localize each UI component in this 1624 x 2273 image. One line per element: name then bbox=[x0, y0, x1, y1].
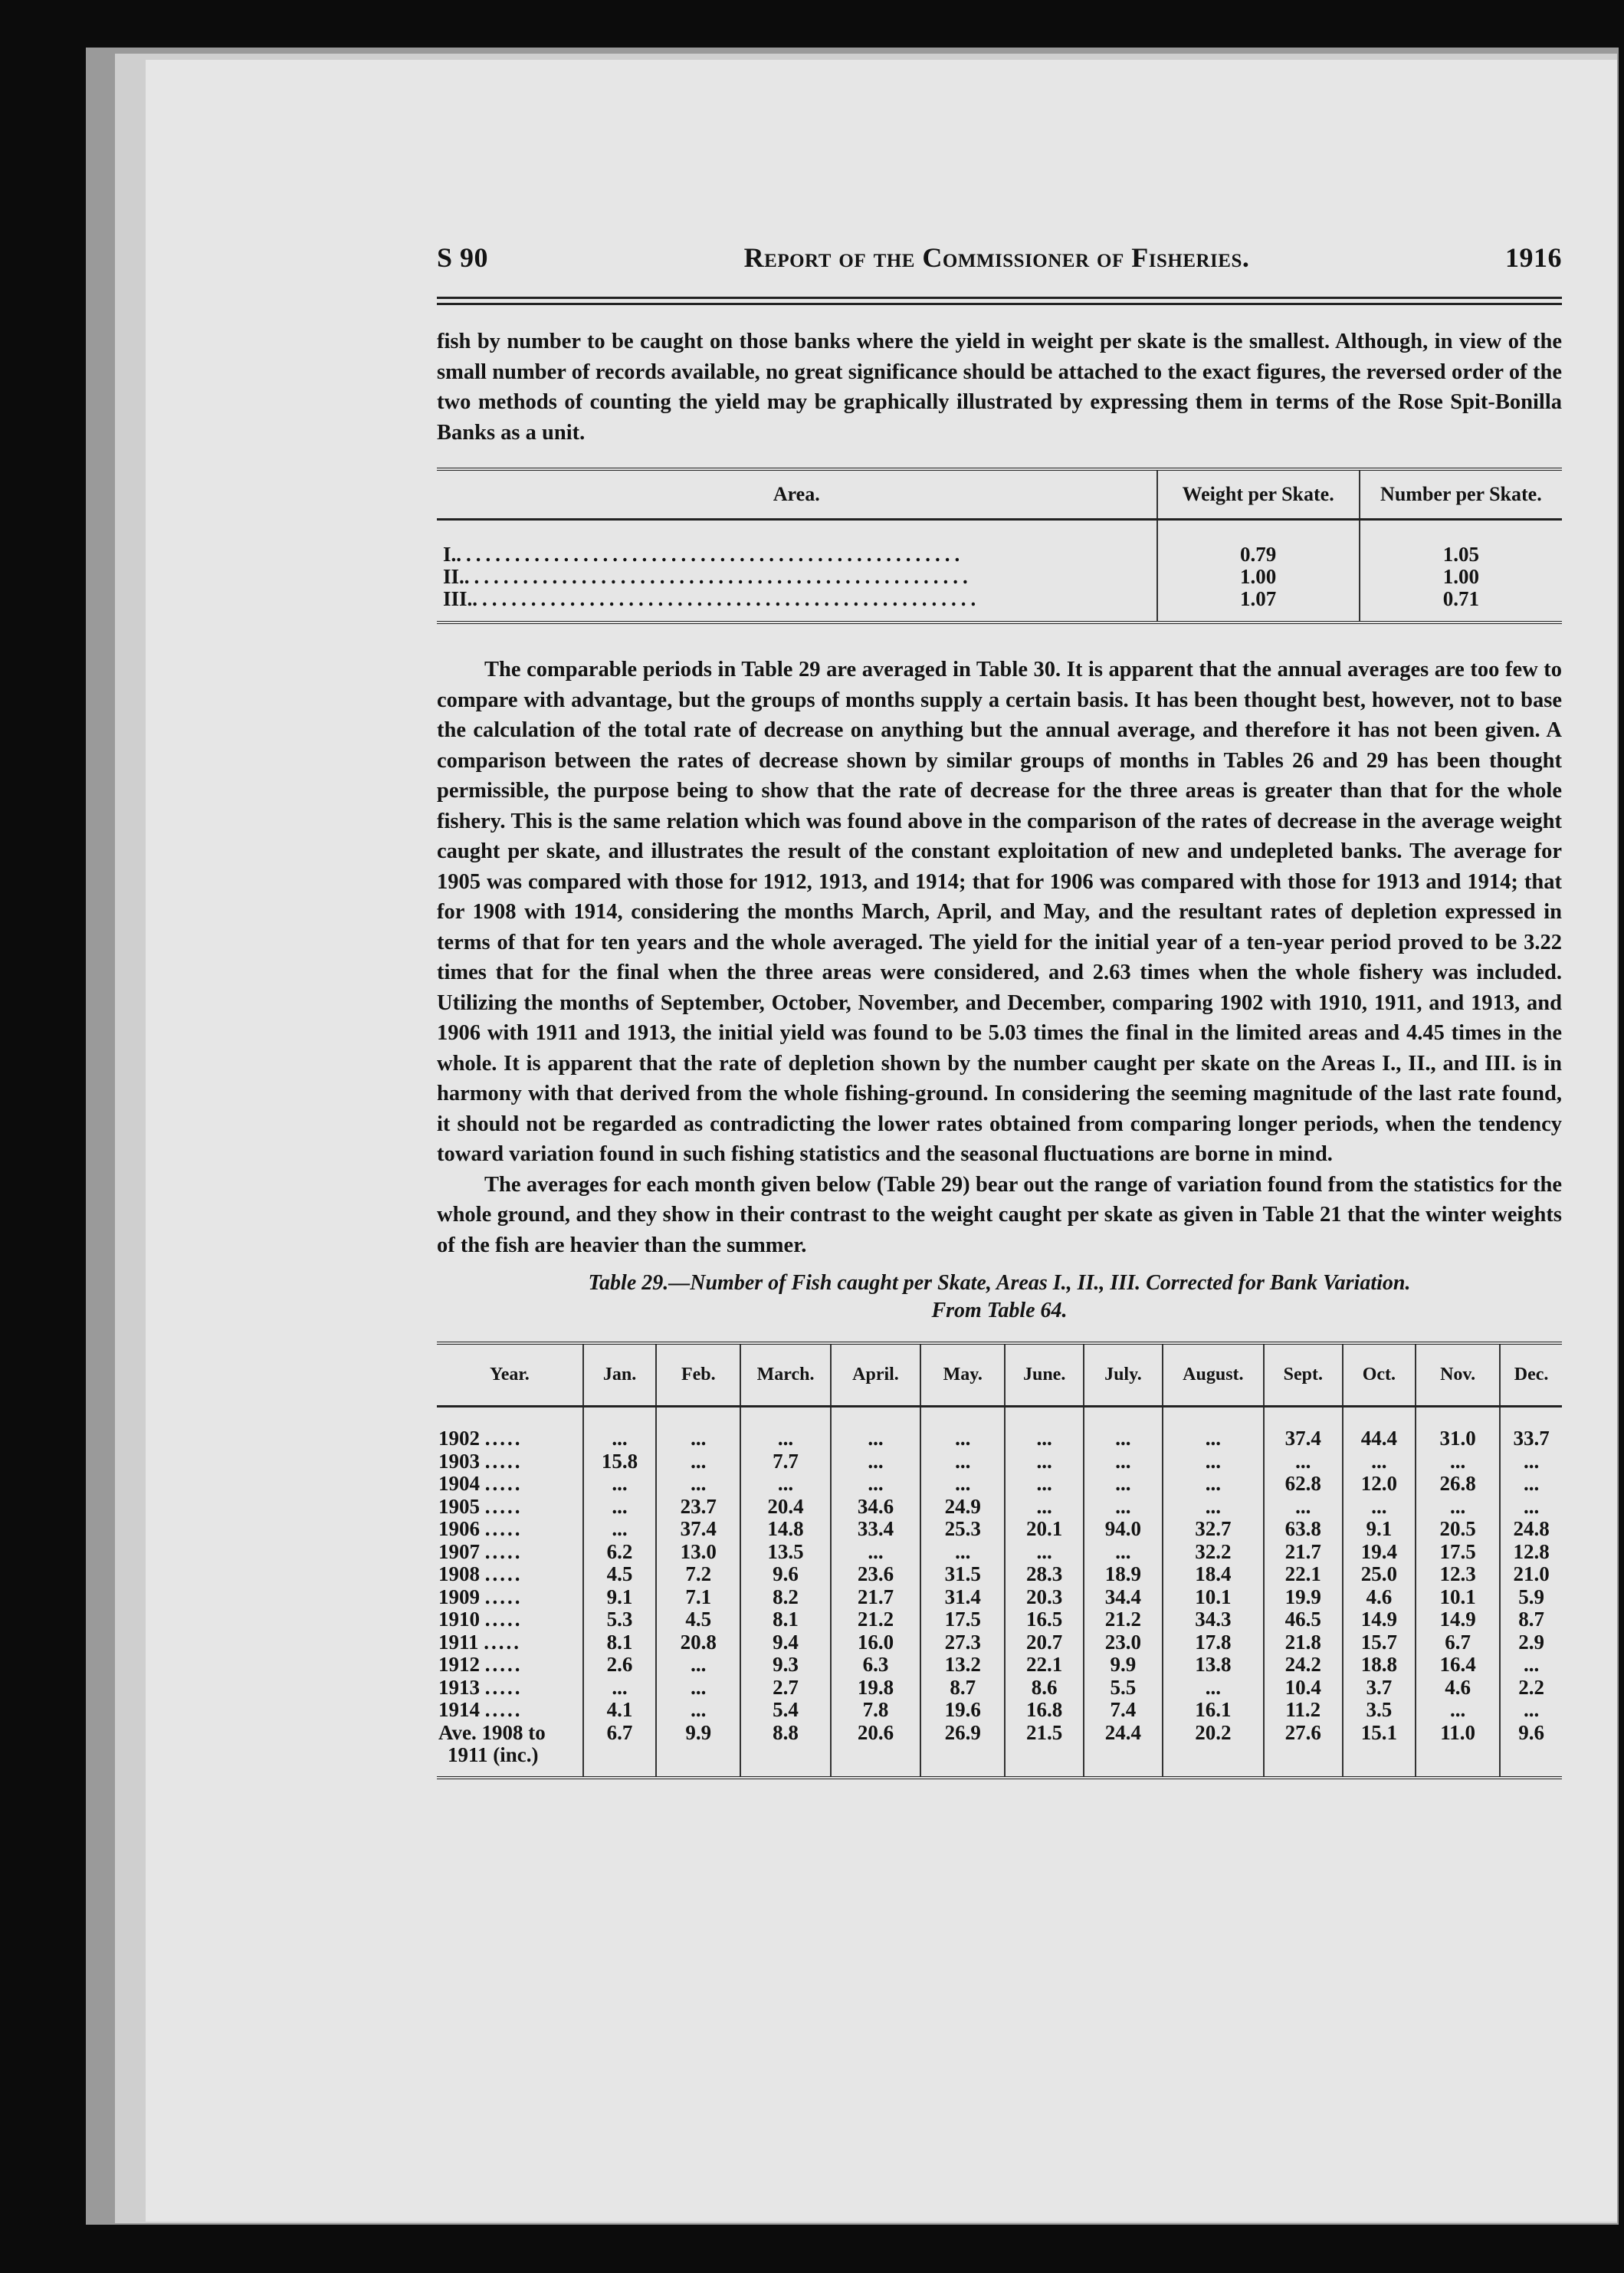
year-label: 1910 bbox=[438, 1608, 480, 1631]
value-cell: ... bbox=[1163, 1407, 1264, 1450]
empty-cell bbox=[1264, 1744, 1343, 1778]
table-29 bbox=[437, 1342, 1562, 1779]
value-cell: 34.3 bbox=[1163, 1608, 1264, 1631]
column-header: June. bbox=[1005, 1343, 1084, 1407]
value-cell: 7.2 bbox=[656, 1563, 740, 1586]
value-cell: ... bbox=[1084, 1473, 1163, 1496]
empty-cell bbox=[1005, 1744, 1084, 1778]
value-cell: ... bbox=[1343, 1496, 1416, 1519]
header-year: 1916 bbox=[1505, 242, 1562, 273]
value-cell: 21.2 bbox=[1084, 1608, 1163, 1631]
leader-dots: ..... bbox=[484, 1630, 522, 1654]
value-cell: 22.1 bbox=[1264, 1563, 1343, 1586]
table-row bbox=[437, 1407, 1562, 1450]
value-cell: 33.7 bbox=[1500, 1407, 1562, 1450]
value-cell: 5.4 bbox=[740, 1699, 830, 1722]
value-cell: 16.1 bbox=[1163, 1699, 1264, 1722]
page-header bbox=[437, 241, 1562, 274]
year-cell bbox=[437, 1677, 583, 1700]
value-cell: 3.5 bbox=[1343, 1699, 1416, 1722]
value-cell: 4.1 bbox=[583, 1699, 656, 1722]
leader-dots: ..... bbox=[484, 1427, 523, 1450]
leader-dots: ..... bbox=[484, 1562, 523, 1585]
year-cell bbox=[437, 1450, 583, 1473]
value-cell: 19.4 bbox=[1343, 1541, 1416, 1564]
leader-dots: ..... bbox=[484, 1698, 523, 1721]
value-cell: 5.3 bbox=[583, 1608, 656, 1631]
year-cell bbox=[437, 1722, 583, 1745]
value-cell: 10.4 bbox=[1264, 1677, 1343, 1700]
value-cell: 10.1 bbox=[1416, 1586, 1500, 1609]
value-cell: 20.2 bbox=[1163, 1722, 1264, 1745]
value-cell: 8.6 bbox=[1005, 1677, 1084, 1700]
value-cell: 37.4 bbox=[1264, 1407, 1343, 1450]
table-row bbox=[437, 1473, 1562, 1496]
leader-dots: .................................................... bbox=[464, 566, 973, 588]
value-cell: ... bbox=[656, 1699, 740, 1722]
leader-dots: ..... bbox=[484, 1517, 523, 1540]
area-label: II. bbox=[443, 565, 464, 588]
weight-value: 1.00 bbox=[1157, 566, 1360, 588]
value-cell: 23.7 bbox=[656, 1496, 740, 1519]
column-header: Dec. bbox=[1500, 1343, 1562, 1407]
value-cell: ... bbox=[583, 1518, 656, 1541]
value-cell: ... bbox=[1084, 1450, 1163, 1473]
value-cell: 34.4 bbox=[1084, 1586, 1163, 1609]
value-cell: ... bbox=[831, 1541, 920, 1564]
value-cell: 6.7 bbox=[1416, 1631, 1500, 1654]
empty-cell bbox=[656, 1744, 740, 1778]
number-value: 0.71 bbox=[1360, 588, 1562, 622]
value-cell: 9.6 bbox=[1500, 1722, 1562, 1745]
empty-cell bbox=[1084, 1744, 1163, 1778]
value-cell: 12.8 bbox=[1500, 1541, 1562, 1564]
value-cell: 12.3 bbox=[1416, 1563, 1500, 1586]
value-cell: 4.6 bbox=[1343, 1586, 1416, 1609]
value-cell: 8.1 bbox=[583, 1631, 656, 1654]
value-cell: 62.8 bbox=[1264, 1473, 1343, 1496]
table-header-row bbox=[437, 1343, 1562, 1407]
column-header: Nov. bbox=[1416, 1343, 1500, 1407]
value-cell: ... bbox=[656, 1407, 740, 1450]
value-cell: 5.9 bbox=[1500, 1586, 1562, 1609]
value-cell: 16.4 bbox=[1416, 1654, 1500, 1677]
year-cell bbox=[437, 1518, 583, 1541]
value-cell: 20.5 bbox=[1416, 1518, 1500, 1541]
value-cell: ... bbox=[656, 1473, 740, 1496]
value-cell: 26.9 bbox=[920, 1722, 1005, 1745]
table-row bbox=[437, 520, 1562, 567]
table-row bbox=[437, 1608, 1562, 1631]
value-cell: 6.2 bbox=[583, 1541, 656, 1564]
value-cell: 46.5 bbox=[1264, 1608, 1343, 1631]
value-cell: ... bbox=[1500, 1450, 1562, 1473]
column-header: May. bbox=[920, 1343, 1005, 1407]
value-cell: ... bbox=[1416, 1496, 1500, 1519]
value-cell: 11.2 bbox=[1264, 1699, 1343, 1722]
value-cell: 21.2 bbox=[831, 1608, 920, 1631]
value-cell: ... bbox=[831, 1450, 920, 1473]
table-row bbox=[437, 566, 1562, 588]
value-cell: ... bbox=[1343, 1450, 1416, 1473]
value-cell: ... bbox=[831, 1407, 920, 1450]
value-cell: ... bbox=[740, 1407, 830, 1450]
value-cell: 17.5 bbox=[920, 1608, 1005, 1631]
year-label: 1912 bbox=[438, 1653, 480, 1676]
year-cell bbox=[437, 1473, 583, 1496]
leader-dots: ..... bbox=[484, 1653, 523, 1676]
year-cell bbox=[437, 1608, 583, 1631]
body-paragraph-2: The averages for each month given below (Table 29) bear out the range of variation found from the statistics for the whole ground, and they show in their contrast to the weight caught per skate as given in Table 21 that the winter weights of the fish are heavier than the summer. bbox=[437, 1172, 1562, 1257]
number-header: Number per Skate. bbox=[1360, 469, 1562, 520]
value-cell: ... bbox=[1163, 1496, 1264, 1519]
year-cell bbox=[437, 1407, 583, 1450]
column-header: Oct. bbox=[1343, 1343, 1416, 1407]
value-cell: 11.0 bbox=[1416, 1722, 1500, 1745]
column-header: Year. bbox=[437, 1343, 583, 1407]
value-cell: 16.0 bbox=[831, 1631, 920, 1654]
value-cell: 31.4 bbox=[920, 1586, 1005, 1609]
value-cell: 19.9 bbox=[1264, 1586, 1343, 1609]
value-cell: 21.8 bbox=[1264, 1631, 1343, 1654]
value-cell: 21.7 bbox=[831, 1586, 920, 1609]
value-cell: 32.7 bbox=[1163, 1518, 1264, 1541]
table-caption bbox=[437, 1270, 1562, 1325]
value-cell: 2.2 bbox=[1500, 1677, 1562, 1700]
value-cell: ... bbox=[583, 1496, 656, 1519]
value-cell: 94.0 bbox=[1084, 1518, 1163, 1541]
value-cell: 15.8 bbox=[583, 1450, 656, 1473]
column-header: July. bbox=[1084, 1343, 1163, 1407]
leader-dots: ..... bbox=[484, 1472, 523, 1495]
value-cell: 44.4 bbox=[1343, 1407, 1416, 1450]
year-label: 1907 bbox=[438, 1539, 480, 1563]
value-cell: 7.1 bbox=[656, 1586, 740, 1609]
value-cell: 9.1 bbox=[1343, 1518, 1416, 1541]
year-label: Ave. 1908 to bbox=[438, 1720, 546, 1744]
value-cell: ... bbox=[1084, 1541, 1163, 1564]
leader-dots: .................................................... bbox=[472, 588, 981, 610]
value-cell: 10.1 bbox=[1163, 1586, 1264, 1609]
value-cell: 21.7 bbox=[1264, 1541, 1343, 1564]
value-cell: ... bbox=[1005, 1496, 1084, 1519]
value-cell: ... bbox=[831, 1473, 920, 1496]
value-cell: 37.4 bbox=[656, 1518, 740, 1541]
year-cell bbox=[437, 1699, 583, 1722]
caption-line-1: Table 29.—Number of Fish caught per Skate, Areas I., II., III. Corrected for Bank Variation. bbox=[588, 1271, 1411, 1295]
empty-cell bbox=[1163, 1744, 1264, 1778]
year-label: 1906 bbox=[438, 1517, 480, 1540]
value-cell: 28.3 bbox=[1005, 1563, 1084, 1586]
empty-cell bbox=[740, 1744, 830, 1778]
value-cell: 13.2 bbox=[920, 1654, 1005, 1677]
value-cell: 33.4 bbox=[831, 1518, 920, 1541]
weight-value: 0.79 bbox=[1157, 520, 1360, 567]
value-cell: 8.2 bbox=[740, 1586, 830, 1609]
value-cell: 16.8 bbox=[1005, 1699, 1084, 1722]
value-cell: ... bbox=[583, 1677, 656, 1700]
value-cell: 18.4 bbox=[1163, 1563, 1264, 1586]
year-cell bbox=[437, 1654, 583, 1677]
value-cell: 24.9 bbox=[920, 1496, 1005, 1519]
value-cell: 19.6 bbox=[920, 1699, 1005, 1722]
value-cell: 15.7 bbox=[1343, 1631, 1416, 1654]
value-cell: 16.5 bbox=[1005, 1608, 1084, 1631]
value-cell: 2.7 bbox=[740, 1677, 830, 1700]
table-row bbox=[437, 1586, 1562, 1609]
value-cell: ... bbox=[1500, 1654, 1562, 1677]
value-cell: 8.8 bbox=[740, 1722, 830, 1745]
value-cell: ... bbox=[1500, 1699, 1562, 1722]
value-cell: 9.3 bbox=[740, 1654, 830, 1677]
column-header: Feb. bbox=[656, 1343, 740, 1407]
year-label: 1902 bbox=[438, 1427, 480, 1450]
value-cell: 31.5 bbox=[920, 1563, 1005, 1586]
value-cell: 18.9 bbox=[1084, 1563, 1163, 1586]
value-cell: 15.1 bbox=[1343, 1722, 1416, 1745]
page-label: S 90 bbox=[437, 242, 489, 273]
value-cell: ... bbox=[656, 1450, 740, 1473]
value-cell: ... bbox=[1500, 1496, 1562, 1519]
value-cell: 23.0 bbox=[1084, 1631, 1163, 1654]
value-cell: 32.2 bbox=[1163, 1541, 1264, 1564]
value-cell: ... bbox=[920, 1473, 1005, 1496]
value-cell: 27.6 bbox=[1264, 1722, 1343, 1745]
leader-dots: ..... bbox=[484, 1585, 523, 1608]
year-label: 1911 bbox=[438, 1630, 479, 1654]
value-cell: 2.6 bbox=[583, 1654, 656, 1677]
value-cell: ... bbox=[1264, 1450, 1343, 1473]
table-body bbox=[437, 1407, 1562, 1778]
empty-cell bbox=[1416, 1744, 1500, 1778]
leader-dots: ..... bbox=[484, 1449, 523, 1473]
value-cell: ... bbox=[1163, 1450, 1264, 1473]
value-cell: 7.8 bbox=[831, 1699, 920, 1722]
value-cell: ... bbox=[1084, 1407, 1163, 1450]
value-cell: 13.8 bbox=[1163, 1654, 1264, 1677]
value-cell: ... bbox=[1005, 1450, 1084, 1473]
value-cell: 20.8 bbox=[656, 1631, 740, 1654]
year-label: 1908 bbox=[438, 1562, 480, 1585]
area-table bbox=[437, 468, 1562, 624]
table-row bbox=[437, 588, 1562, 622]
weight-header: Weight per Skate. bbox=[1157, 469, 1360, 520]
value-cell: 8.1 bbox=[740, 1608, 830, 1631]
table-row bbox=[437, 1699, 1562, 1722]
weight-value: 1.07 bbox=[1157, 588, 1360, 622]
value-cell: 9.9 bbox=[1084, 1654, 1163, 1677]
value-cell: 27.3 bbox=[920, 1631, 1005, 1654]
value-cell: ... bbox=[1084, 1496, 1163, 1519]
value-cell: ... bbox=[1005, 1407, 1084, 1450]
table-row bbox=[437, 1518, 1562, 1541]
table-row bbox=[437, 1450, 1562, 1473]
column-header: Jan. bbox=[583, 1343, 656, 1407]
leader-dots: ..... bbox=[484, 1675, 523, 1699]
year-label: 1914 bbox=[438, 1698, 480, 1721]
value-cell: 23.6 bbox=[831, 1563, 920, 1586]
value-cell: 18.8 bbox=[1343, 1654, 1416, 1677]
value-cell: ... bbox=[656, 1654, 740, 1677]
value-cell: 8.7 bbox=[920, 1677, 1005, 1700]
value-cell: ... bbox=[1005, 1541, 1084, 1564]
table-row bbox=[437, 1631, 1562, 1654]
value-cell: ... bbox=[1163, 1677, 1264, 1700]
average-label-line-2: 1911 (inc.) bbox=[437, 1744, 583, 1778]
empty-cell bbox=[920, 1744, 1005, 1778]
value-cell: 24.2 bbox=[1264, 1654, 1343, 1677]
area-label: I. bbox=[443, 543, 457, 566]
year-cell bbox=[437, 1496, 583, 1519]
value-cell: 20.1 bbox=[1005, 1518, 1084, 1541]
number-value: 1.05 bbox=[1360, 520, 1562, 567]
value-cell: 31.0 bbox=[1416, 1407, 1500, 1450]
value-cell: 4.5 bbox=[583, 1563, 656, 1586]
value-cell: 9.9 bbox=[656, 1722, 740, 1745]
value-cell: 9.6 bbox=[740, 1563, 830, 1586]
value-cell: ... bbox=[1500, 1473, 1562, 1496]
value-cell: ... bbox=[1416, 1699, 1500, 1722]
column-header: March. bbox=[740, 1343, 830, 1407]
area-label: III. bbox=[443, 587, 473, 610]
year-label: 1905 bbox=[438, 1494, 480, 1518]
value-cell: 22.1 bbox=[1005, 1654, 1084, 1677]
body-paragraph-1: The comparable periods in Table 29 are averaged in Table 30. It is apparent that the annual averages are too few to compare with advantage, but the groups of months supply a certain basis. It has been thought best, however, not to base the calculation of the total rate of decrease on anything but the annual average, and therefore it has not been given. A comparison between the rates of decrease shown by similar groups of months in Tables 26 and 29 has been thought permissible, the purpose being to show that the rate of decrease for the three areas is greater than that for the whole fishery. This is the same relation which was found above in the comparison of the rates of decrease in the average weight caught per skate, and illustrates the result of the constant exploitation of new and undepleted banks. The average for 1905 was compared with those for 1912, 1913, and 1914; that for 1906 was compared with those for 1913 and 1914; that for 1908 with 1914, considering the months March, April, and May, and the resultant rates of depletion expressed in terms of that for ten years and the whole averaged. The yield for the initial year of a ten-year period proved to be 3.22 times that for the final when the three areas were considered, and 2.63 times when the whole fishery was included. Utilizing the months of September, October, November, and December, comparing 1902 with 1910, 1911, and 1913, and 1906 with 1911 and 1913, the initial yield was found to be 5.03 times the final in the limited areas and 4.45 times in the whole. It is apparent that the rate of depletion shown by the number caught per skate on the Areas I., II., and III. is in harmony with that derived from the whole fishing-ground. In considering the seeming magnitude of the last rate found, it should not be regarded as contradicting the lower rates obtained from comparing longer periods, when the tendency toward variation found in such fishing statistics and the seasonal fluctuations are borne in mind. bbox=[437, 658, 1562, 1166]
value-cell: ... bbox=[583, 1407, 656, 1450]
year-label: 1904 bbox=[438, 1472, 480, 1495]
empty-cell bbox=[583, 1744, 656, 1778]
value-cell: 12.0 bbox=[1343, 1473, 1416, 1496]
table-row bbox=[437, 1496, 1562, 1519]
caption-line-2: From Table 64. bbox=[931, 1299, 1068, 1322]
value-cell: ... bbox=[1005, 1473, 1084, 1496]
value-cell: ... bbox=[920, 1450, 1005, 1473]
value-cell: 9.1 bbox=[583, 1586, 656, 1609]
value-cell: 13.0 bbox=[656, 1541, 740, 1564]
value-cell: ... bbox=[740, 1473, 830, 1496]
empty-cell bbox=[831, 1744, 920, 1778]
value-cell: 9.4 bbox=[740, 1631, 830, 1654]
value-cell: 19.8 bbox=[831, 1677, 920, 1700]
value-cell: ... bbox=[1264, 1496, 1343, 1519]
value-cell: 25.3 bbox=[920, 1518, 1005, 1541]
table-row bbox=[437, 1563, 1562, 1586]
value-cell: 14.9 bbox=[1416, 1608, 1500, 1631]
value-cell: 2.9 bbox=[1500, 1631, 1562, 1654]
year-label: 1909 bbox=[438, 1585, 480, 1608]
value-cell: 7.7 bbox=[740, 1450, 830, 1473]
leader-dots: ..... bbox=[484, 1608, 523, 1631]
table-row bbox=[437, 1541, 1562, 1564]
value-cell: 6.3 bbox=[831, 1654, 920, 1677]
value-cell: 20.7 bbox=[1005, 1631, 1084, 1654]
value-cell: 20.6 bbox=[831, 1722, 920, 1745]
value-cell: 6.7 bbox=[583, 1722, 656, 1745]
year-cell bbox=[437, 1586, 583, 1609]
leader-dots: ..... bbox=[484, 1494, 523, 1518]
empty-cell bbox=[1500, 1744, 1562, 1778]
value-cell: 5.5 bbox=[1084, 1677, 1163, 1700]
column-header: Sept. bbox=[1264, 1343, 1343, 1407]
year-cell bbox=[437, 1541, 583, 1564]
value-cell: 7.4 bbox=[1084, 1699, 1163, 1722]
value-cell: 14.8 bbox=[740, 1518, 830, 1541]
value-cell: 24.8 bbox=[1500, 1518, 1562, 1541]
value-cell: 8.7 bbox=[1500, 1608, 1562, 1631]
number-value: 1.00 bbox=[1360, 566, 1562, 588]
running-title: Report of the Commissioner of Fisheries. bbox=[743, 242, 1250, 273]
value-cell: 4.5 bbox=[656, 1608, 740, 1631]
year-cell bbox=[437, 1631, 583, 1654]
value-cell: 3.7 bbox=[1343, 1677, 1416, 1700]
table-row bbox=[437, 1654, 1562, 1677]
value-cell: 24.4 bbox=[1084, 1722, 1163, 1745]
column-header: April. bbox=[831, 1343, 920, 1407]
value-cell: ... bbox=[656, 1677, 740, 1700]
value-cell: 21.5 bbox=[1005, 1722, 1084, 1745]
year-label: 1903 bbox=[438, 1449, 480, 1473]
empty-cell bbox=[1343, 1744, 1416, 1778]
value-cell: 4.6 bbox=[1416, 1677, 1500, 1700]
value-cell: 20.4 bbox=[740, 1496, 830, 1519]
leader-dots: ..... bbox=[484, 1539, 523, 1563]
leader-dots: .................................................... bbox=[456, 544, 965, 566]
header-rule bbox=[437, 297, 1562, 305]
value-cell: ... bbox=[1416, 1450, 1500, 1473]
table-row bbox=[437, 1744, 1562, 1778]
column-header: August. bbox=[1163, 1343, 1264, 1407]
value-cell: 13.5 bbox=[740, 1541, 830, 1564]
value-cell: 34.6 bbox=[831, 1496, 920, 1519]
value-cell: 14.9 bbox=[1343, 1608, 1416, 1631]
intro-paragraph: fish by number to be caught on those banks where the yield in weight per skate is the smallest. Although, in view of the small number of records available, no great significance should be attached to the exact figures, the reversed order of the two methods of counting the yield may be graphically illustrated by expressing them in terms of the Rose Spit-Bonilla Banks as a unit. bbox=[437, 330, 1562, 445]
table-row bbox=[437, 1722, 1562, 1745]
value-cell: 25.0 bbox=[1343, 1563, 1416, 1586]
value-cell: ... bbox=[920, 1407, 1005, 1450]
value-cell: 63.8 bbox=[1264, 1518, 1343, 1541]
table-row bbox=[437, 1677, 1562, 1700]
value-cell: ... bbox=[1163, 1473, 1264, 1496]
value-cell: 17.5 bbox=[1416, 1541, 1500, 1564]
value-cell: ... bbox=[583, 1473, 656, 1496]
year-cell bbox=[437, 1563, 583, 1586]
value-cell: 26.8 bbox=[1416, 1473, 1500, 1496]
value-cell: ... bbox=[920, 1541, 1005, 1564]
value-cell: 20.3 bbox=[1005, 1586, 1084, 1609]
page-content bbox=[437, 241, 1562, 1779]
value-cell: 21.0 bbox=[1500, 1563, 1562, 1586]
value-cell: 17.8 bbox=[1163, 1631, 1264, 1654]
year-label: 1913 bbox=[438, 1675, 480, 1699]
area-header: Area. bbox=[437, 469, 1157, 520]
